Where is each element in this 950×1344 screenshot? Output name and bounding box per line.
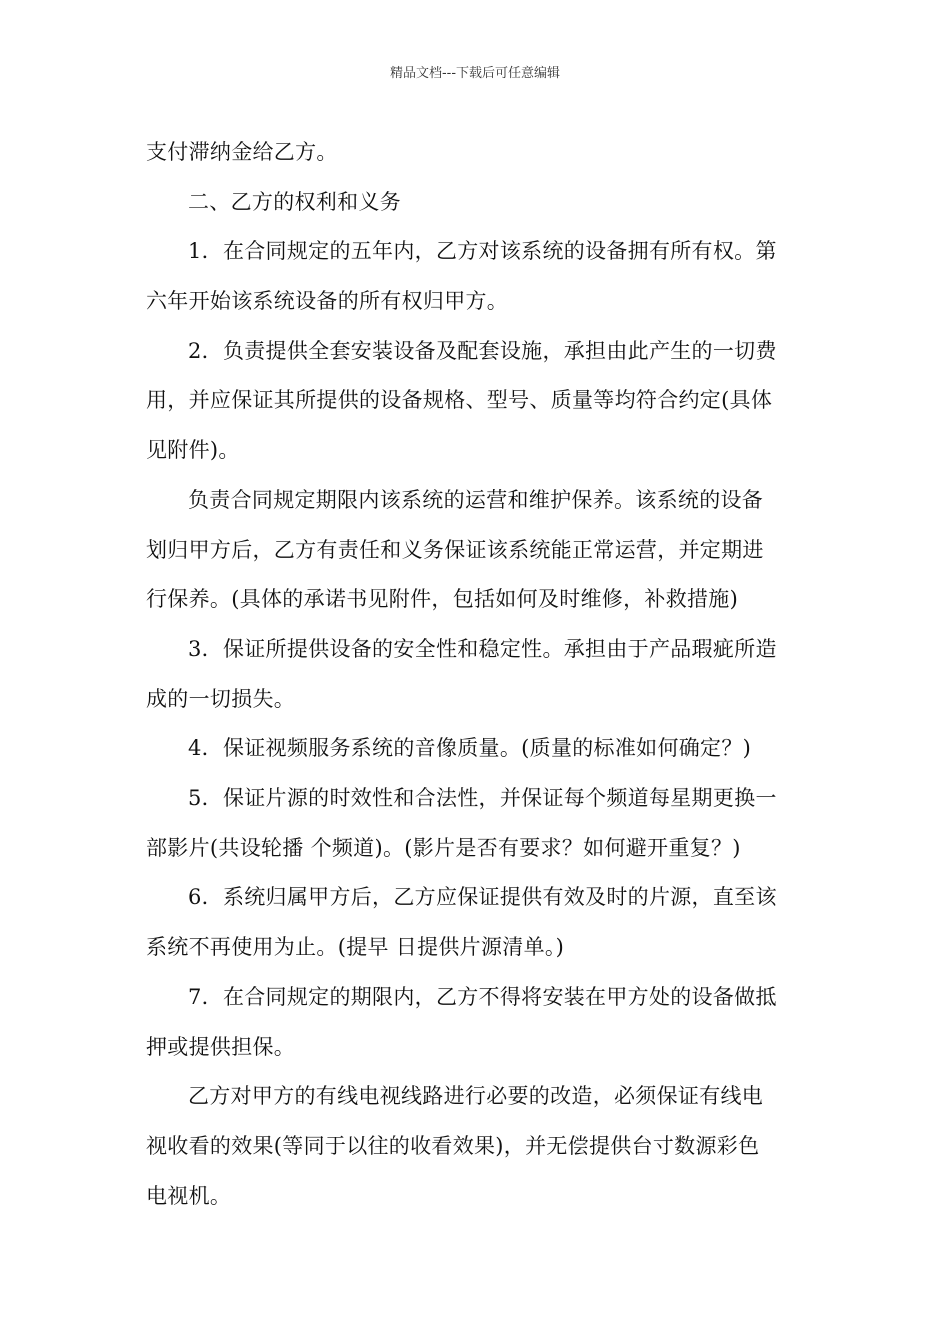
text-line: 乙方对甲方的有线电视线路进行必要的改造，必须保证有线电 — [188, 1084, 764, 1108]
text-line: 成的一切损失。 — [146, 687, 296, 711]
text-line: 4．保证视频服务系统的音像质量。(质量的标准如何确定？) — [188, 736, 752, 760]
text-line: 负责合同规定期限内该系统的运营和维护保养。该系统的设备 — [188, 488, 764, 512]
text-line: 2．负责提供全套安装设备及配套设施，承担由此产生的一切费 — [188, 339, 777, 363]
text-line: 5．保证片源的时效性和合法性，并保证每个频道每星期更换一 — [188, 786, 777, 810]
text-line: 行保养。(具体的承诺书见附件，包括如何及时维修，补救措施) — [146, 587, 739, 611]
section-heading: 二、乙方的权利和义务 — [188, 190, 401, 214]
text-line: 见附件)。 — [146, 438, 240, 462]
text-line: 3．保证所提供设备的安全性和稳定性。承担由于产品瑕疵所造 — [188, 637, 777, 661]
text-line: 六年开始该系统设备的所有权归甲方。 — [146, 289, 509, 313]
text-line: 用，并应保证其所提供的设备规格、型号、质量等均符合约定(具体 — [146, 388, 773, 412]
text-line: 电视机。 — [146, 1184, 232, 1208]
text-line: 押或提供担保。 — [146, 1035, 296, 1059]
text-line: 支付滞纳金给乙方。 — [146, 140, 338, 164]
text-line: 部影片(共设轮播 个频道)。(影片是否有要求？如何避开重复？) — [146, 836, 741, 860]
text-line: 6．系统归属甲方后，乙方应保证提供有效及时的片源，直至该 — [188, 885, 777, 909]
text-line: 1．在合同规定的五年内，乙方对该系统的设备拥有所有权。第 — [188, 239, 777, 263]
text-line: 视收看的效果(等同于以往的收看效果)，并无偿提供台寸数源彩色 — [146, 1134, 760, 1158]
text-line: 7．在合同规定的期限内，乙方不得将安装在甲方处的设备做抵 — [188, 985, 777, 1009]
text-line: 系统不再使用为止。(提早 日提供片源清单。) — [146, 935, 565, 959]
text-line: 划归甲方后，乙方有责任和义务保证该系统能正常运营，并定期进 — [146, 538, 764, 562]
page-header: 精品文档---下载后可任意编辑 — [389, 66, 561, 81]
